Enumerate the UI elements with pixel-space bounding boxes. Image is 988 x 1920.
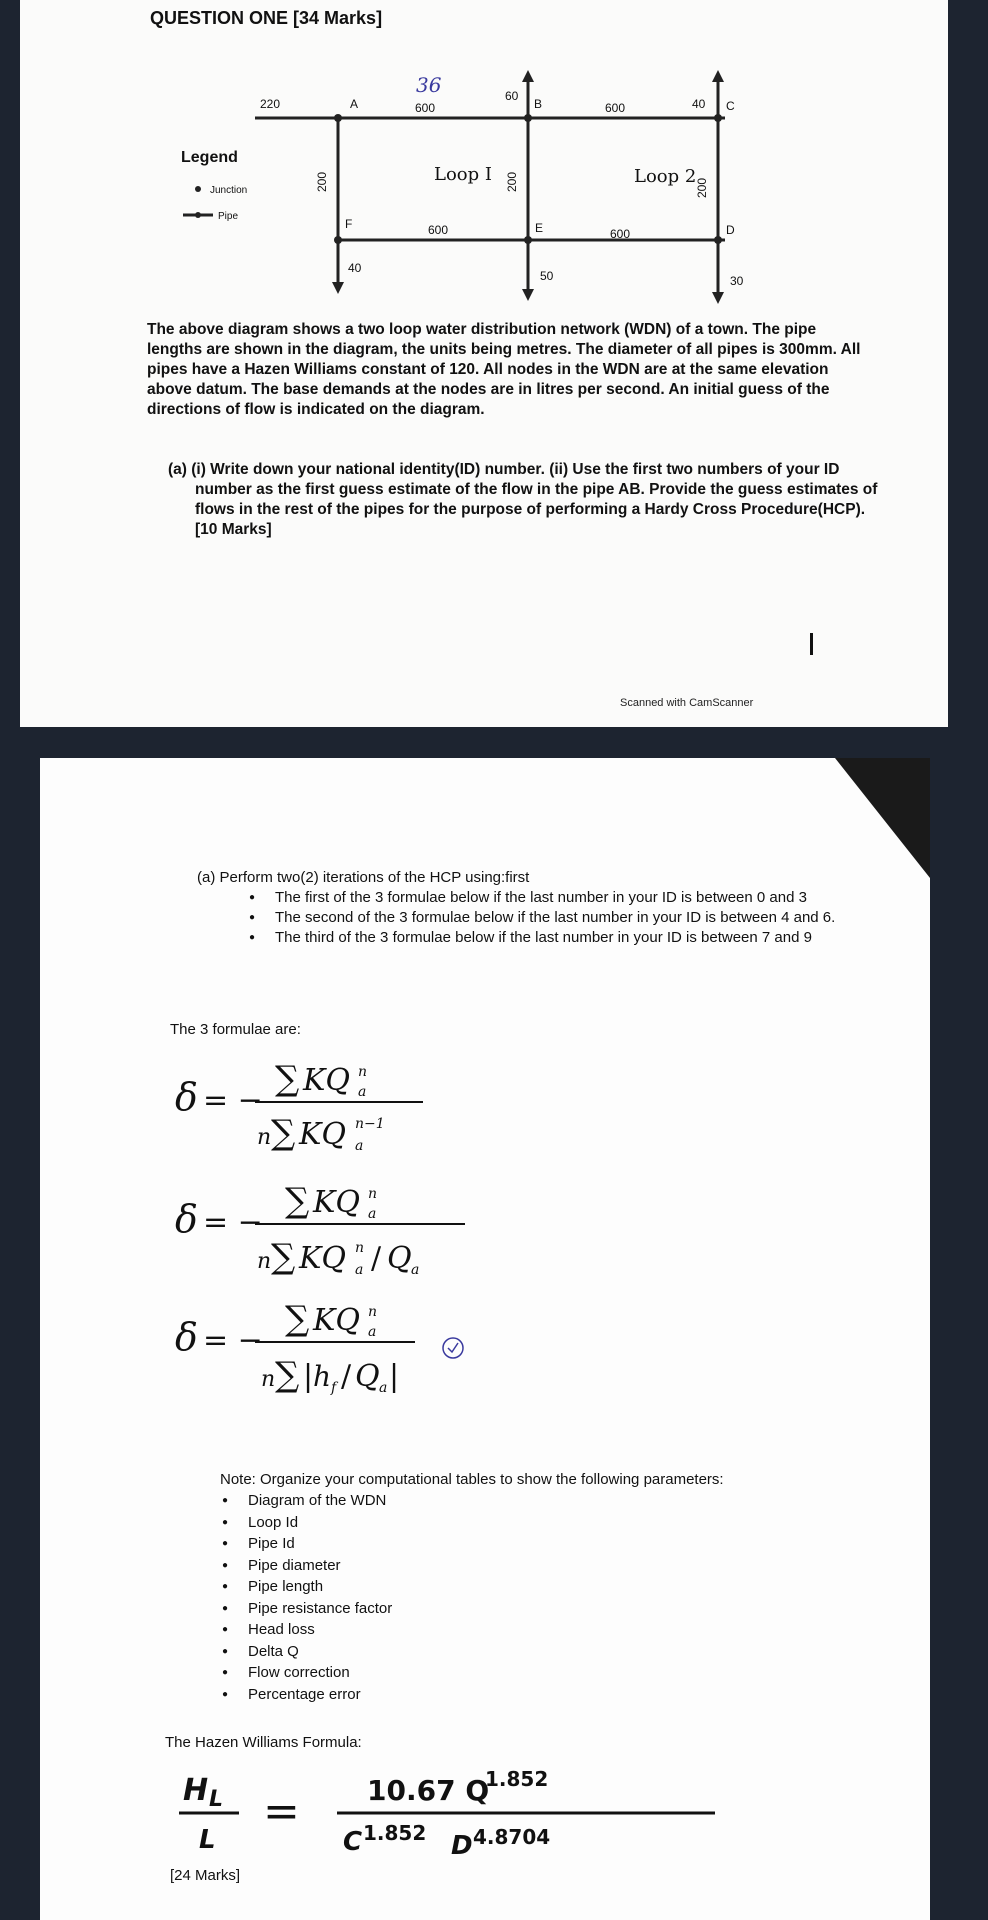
svg-text:a: a [379,1380,388,1396]
node-E-label: E [535,221,544,235]
svg-text:a: a [358,1084,367,1100]
node-F-label: F [345,217,353,231]
svg-text:n: n [368,1304,378,1320]
list-item: ● Pipe Id [218,1533,920,1555]
loop-1-label: Loop I [434,164,492,185]
length-ED-label: 600 [610,227,631,241]
legend-pipe-label: Pipe [218,211,239,222]
svg-text:a: a [368,1206,377,1222]
length-BE-label: 200 [505,171,519,192]
demand-F-label: 40 [348,261,362,275]
svg-text:Q: Q [387,1241,412,1276]
hw-den-d-exp: 4.8704 [473,1825,551,1849]
svg-text:a: a [368,1324,377,1340]
arrowhead-up [712,70,724,82]
svg-text:∑: ∑ [285,1181,310,1221]
node-D-label: D [726,223,735,237]
svg-text:δ: δ [175,1197,198,1241]
node-C-label: C [726,99,735,113]
list-item: ● The first of the 3 formulae below if the last number in your ID is between 0 and 3 [245,888,897,908]
svg-text:/: / [371,1241,382,1276]
svg-text:f: f [331,1380,337,1396]
length-BC-label: 600 [605,101,626,115]
hw-heading: The Hazen Williams Formula: [165,1734,362,1751]
svg-text:KQ: KQ [303,1063,351,1098]
svg-text:KQ: KQ [313,1185,361,1220]
svg-text:n: n [257,1125,272,1150]
svg-text:∑: ∑ [271,1237,296,1277]
scan-shadow [835,758,930,878]
junction-F [334,236,342,244]
pen-mark [810,633,813,655]
svg-text:a: a [355,1138,364,1154]
question-a-line-2: number as the first guess estimate of the flow in the pipe AB. Provide the guess estimates of flows in the rest of the pipes for the purpose of performing a Hardy Cross Procedure(HCP). [10 Marks] [195,481,878,538]
svg-text:n−1: n−1 [355,1116,385,1132]
hw-lhs-sub: L [209,1787,224,1812]
svg-text:a: a [355,1262,364,1278]
formulae-heading: The 3 formulae are: [170,1021,301,1038]
svg-text:|: | [389,1359,400,1394]
hw-lhs-h: H [183,1773,209,1808]
formula-1 [175,1048,435,1158]
demand-B-label: 60 [505,89,519,103]
junction-A [334,114,342,122]
svg-text:∑: ∑ [271,1113,296,1153]
junction-E [524,236,532,244]
list-item: ● The third of the 3 formulae below if the last number in your ID is between 7 and 9 [245,928,897,948]
svg-text:= −: = − [203,1205,263,1240]
svg-text:KQ: KQ [313,1303,361,1338]
list-item: ● Pipe diameter [218,1555,920,1577]
handwritten-ab-flow: 36 [416,73,442,97]
list-item: ● Percentage error [218,1684,920,1706]
loop-2-label: Loop 2 [634,166,697,187]
length-AB-label: 600 [415,101,436,115]
svg-text:n: n [358,1064,368,1080]
svg-text:∑: ∑ [275,1059,300,1099]
hw-den-d: D [451,1831,473,1858]
svg-text:n: n [368,1186,378,1202]
list-item: ● Pipe length [218,1576,920,1598]
list-item: ● Head loss [218,1619,920,1641]
hcp-instructions [197,868,897,948]
hw-numerator-exp: 1.852 [485,1767,549,1791]
svg-text:∑: ∑ [275,1355,300,1395]
svg-text:n: n [257,1249,272,1274]
node-B-label: B [534,97,543,111]
list-item: ● The second of the 3 formulae below if the last number in your ID is between 4 and 6. [245,908,897,928]
hw-den-c: C [343,1827,363,1857]
list-item: ● Loop Id [218,1512,920,1534]
svg-text:a: a [411,1262,420,1278]
length-AF-label: 200 [315,171,329,192]
wdn-diagram [20,0,948,320]
svg-text:KQ: KQ [299,1241,347,1276]
svg-text:/: / [341,1359,352,1394]
legend-junction-dot [195,186,201,192]
problem-statement: The above diagram shows a two loop water distribution network (WDN) of a town. The pipe lengths are shown in the diagram, the units being metres. The diameter of all pipes is 300mm. All pipes have a Hazen Williams constant of 120. All nodes in the WDN are at the same elevation above datum. The base demands at the nodes are in litres per second. An initial guess of the directions of flow is indicated on the diagram. [147,321,861,418]
formula-2 [175,1170,475,1280]
node-A-label: A [350,97,359,111]
parameters-list [218,1490,920,1705]
length-FE-label: 600 [428,223,449,237]
hw-numerator: 10.67 Q [367,1774,490,1807]
svg-text:=: = [263,1786,300,1837]
question-a-line-1: (a) (i) Write down your national identity(ID) number. (ii) Use the first two numbers of your ID [168,461,840,478]
legend-title: Legend [181,149,238,166]
list-item: ● Pipe resistance factor [218,1598,920,1620]
marks-label: [24 Marks] [170,1867,241,1884]
demand-C-label: 40 [692,97,706,111]
svg-text:∑: ∑ [285,1299,310,1339]
parameters-note [220,1470,920,1705]
svg-text:= −: = − [203,1083,263,1118]
handwritten-check-icon [443,1338,463,1358]
svg-text:KQ: KQ [299,1117,347,1152]
length-CD-label: 200 [695,177,709,198]
page-two [40,758,930,1920]
arrowhead-down [712,292,724,304]
hw-den-c-exp: 1.852 [363,1821,427,1845]
junction-C [714,114,722,122]
legend-junction-label: Junction [210,185,248,196]
junction-B [524,114,532,122]
svg-text:|: | [303,1359,314,1394]
formula-3 [175,1288,495,1408]
arrowhead-up [522,70,534,82]
svg-text:n: n [261,1367,276,1392]
list-item: ● Flow correction [218,1662,920,1684]
svg-text:n: n [355,1240,365,1256]
list-item: ● Diagram of the WDN [218,1490,920,1512]
svg-text:= −: = − [203,1323,263,1358]
legend-pipe-dot [195,212,201,218]
svg-text:δ: δ [175,1075,198,1119]
question-a [168,460,888,540]
demand-E-label: 50 [540,269,554,283]
hazen-williams-formula [175,1758,735,1858]
inflow-A-label: 220 [260,97,281,111]
page-one [20,0,948,727]
scanner-watermark: Scanned with CamScanner [620,697,754,709]
note-text: Note: Organize your computational tables to show the following parameters: [220,1471,724,1488]
list-item: ● Delta Q [218,1641,920,1663]
arrowhead-down [522,289,534,301]
svg-text:h: h [313,1360,332,1393]
demand-D-label: 30 [730,274,744,288]
junction-D [714,236,722,244]
hcp-intro: (a) Perform two(2) iterations of the HCP using:first [197,869,530,886]
formula-choice-list [245,888,897,948]
question-title: QUESTION ONE [34 Marks] [150,8,383,28]
arrowhead-down [332,282,344,294]
svg-text:δ: δ [175,1315,198,1359]
svg-text:Q: Q [355,1359,380,1394]
hw-lhs-bottom: L [199,1825,216,1855]
